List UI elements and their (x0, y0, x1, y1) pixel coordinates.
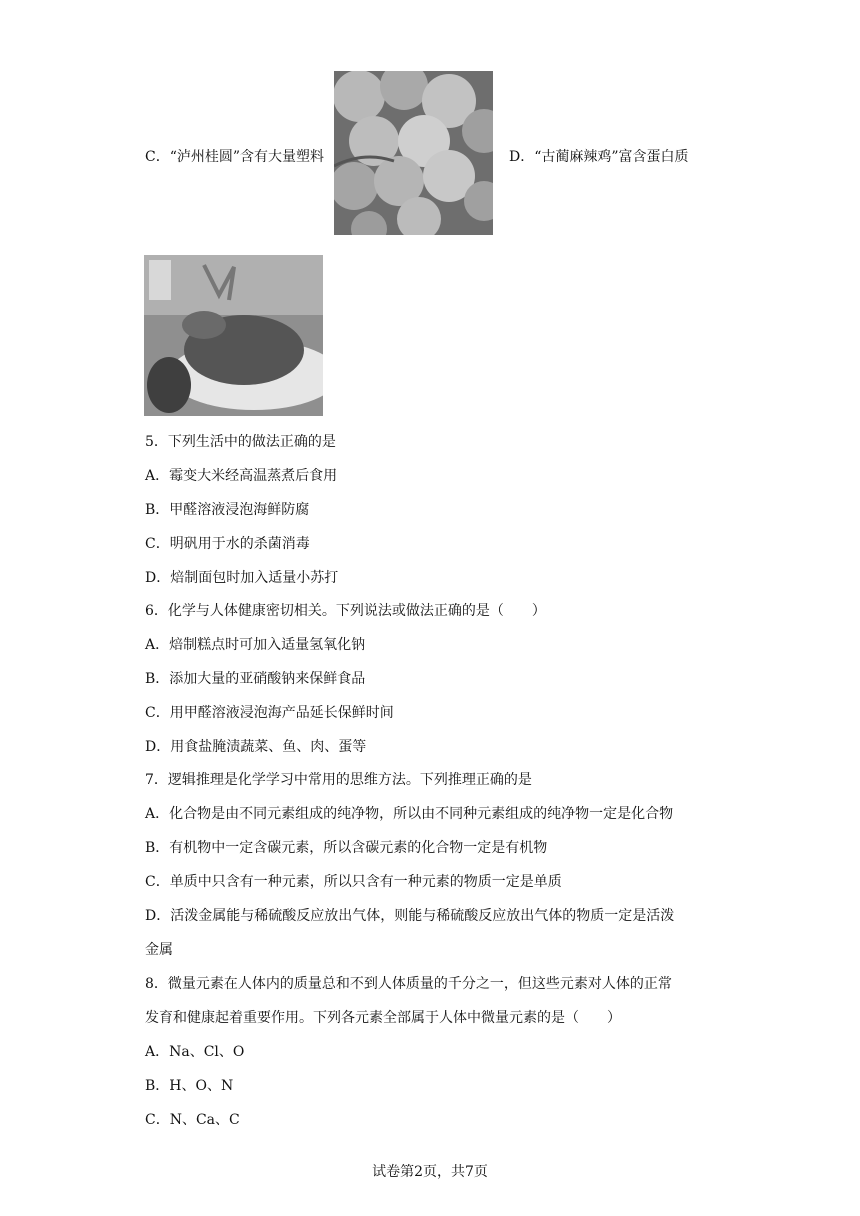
page-footer: 试卷第2页，共7页 (372, 1164, 488, 1180)
longan-photo (334, 71, 493, 235)
chicken-illustration (144, 255, 323, 416)
q8-option-c: C．N、Ca、C (145, 1112, 240, 1128)
q7-option-d-line2: 金属 (145, 942, 173, 958)
q6-option-a: A．焙制糕点时可加入适量氢氧化钠 (145, 637, 366, 653)
q4-option-d: D．“古蔺麻辣鸡”富含蛋白质 (509, 149, 689, 165)
q5-option-c: C．明矾用于水的杀菌消毒 (145, 536, 310, 552)
q5-option-d: D．焙制面包时加入适量小苏打 (145, 570, 339, 586)
q6-option-b: B．添加大量的亚硝酸钠来保鲜食品 (145, 671, 366, 687)
q8-stem-line1: 8．微量元素在人体内的质量总和不到人体质量的千分之一，但这些元素对人体的正常 (145, 976, 672, 992)
longan-illustration (334, 71, 493, 235)
q7-option-a: A．化合物是由不同元素组成的纯净物，所以由不同种元素组成的纯净物一定是化合物 (145, 806, 674, 822)
q8-stem-line2: 发育和健康起着重要作用。下列各元素全部属于人体中微量元素的是（ ） (145, 1010, 621, 1026)
q8-option-a: A．Na、Cl、O (145, 1044, 245, 1060)
q5-stem: 5．下列生活中的做法正确的是 (145, 434, 336, 450)
spicy-chicken-photo (144, 255, 323, 416)
q7-option-b: B．有机物中一定含碳元素，所以含碳元素的化合物一定是有机物 (145, 840, 548, 856)
q7-stem: 7．逻辑推理是化学学习中常用的思维方法。下列推理正确的是 (145, 772, 532, 788)
q5-option-b: B．甲醛溶液浸泡海鲜防腐 (145, 502, 310, 518)
q7-option-d-line1: D．活泼金属能与稀硫酸反应放出气体，则能与稀硫酸反应放出气体的物质一定是活泼 (145, 908, 675, 924)
q6-option-d: D．用食盐腌渍蔬菜、鱼、肉、蛋等 (145, 739, 367, 755)
q8-option-b: B．H、O、N (145, 1078, 234, 1094)
q7-option-c: C．单质中只含有一种元素，所以只含有一种元素的物质一定是单质 (145, 874, 562, 890)
q5-option-a: A．霉变大米经高温蒸煮后食用 (145, 468, 338, 484)
q6-stem: 6．化学与人体健康密切相关。下列说法或做法正确的是（ ） (145, 603, 546, 619)
q6-option-c: C．用甲醛溶液浸泡海产品延长保鲜时间 (145, 705, 394, 721)
q4-option-c: C．“泸州桂圆”含有大量塑料 (145, 149, 325, 165)
